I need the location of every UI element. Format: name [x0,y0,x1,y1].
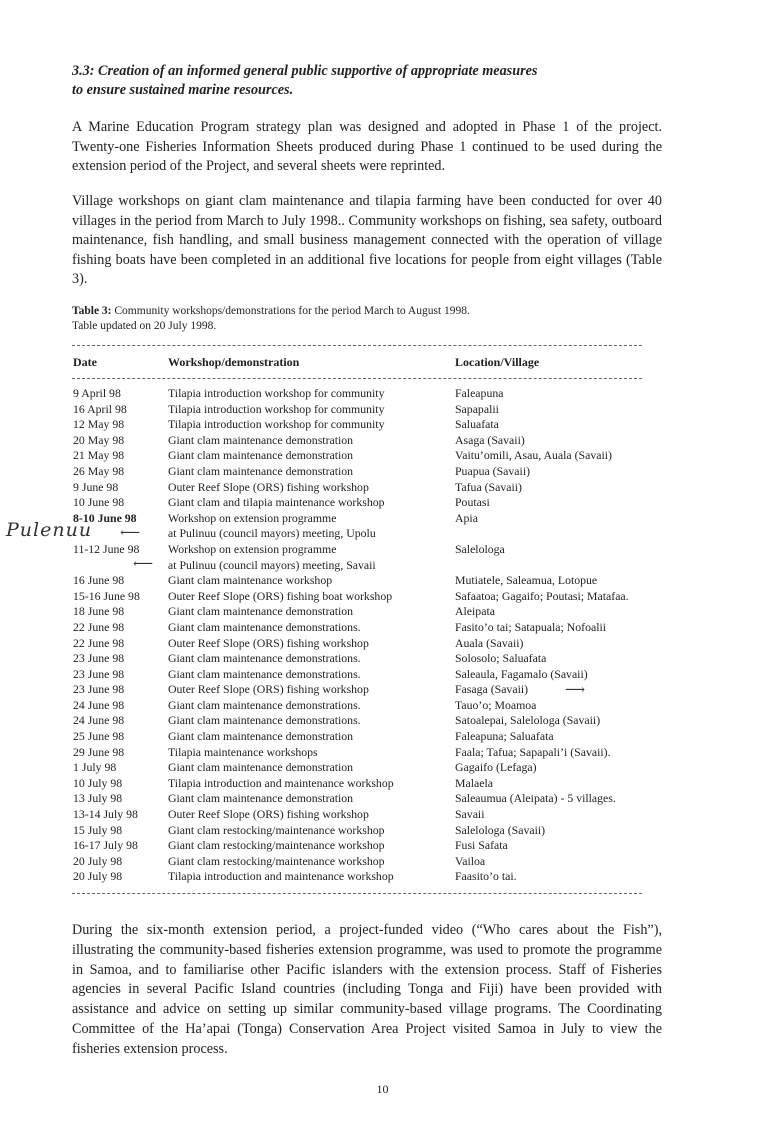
cell-date: 9 June 98 [73,479,119,494]
cell-date: 1 July 98 [73,760,117,775]
cell-date: 26 May 98 [73,463,125,478]
cell-workshop: Tilapia introduction and maintenance workshop [168,775,394,790]
cell-workshop: at Pulinuu (council mayors) meeting, Savaii [168,557,376,572]
cell-date: 10 June 98 [73,495,125,510]
cell-date: 24 June 98 [73,713,125,728]
cell-workshop: Giant clam maintenance demonstration [168,729,354,744]
cell-location: Vailoa [455,853,486,868]
cell-location: Sapapalii [455,401,499,416]
table-row [0,651,765,667]
table-row [0,854,765,870]
table-row [0,745,765,761]
cell-workshop: Giant clam restocking/maintenance workshop [168,838,385,853]
cell-workshop: Giant clam maintenance demonstration [168,463,354,478]
cell-workshop: Giant clam maintenance demonstration [168,604,354,619]
cell-location: Salelologa [455,541,505,556]
table-row [0,869,765,885]
table-row [0,667,765,683]
cell-location: Poutasi [455,495,490,510]
page-number: 10 [376,1082,389,1096]
cell-date: 22 June 98 [73,619,125,634]
cell-location: Safaatoa; Gagaifo; Poutasi; Matafaa. [455,588,629,603]
cell-workshop: Outer Reef Slope (ORS) fishing boat workshop [168,588,393,603]
cell-date: 24 June 98 [73,697,125,712]
section-heading-line2: to ensure sustained marine resources. [72,82,294,98]
cell-location: Puapua (Savaii) [455,463,531,478]
cell-workshop: Giant clam maintenance demonstrations. [168,713,361,728]
table-row [0,448,765,464]
table-header-date: Date [73,355,97,369]
table-row [0,464,765,480]
table-row [0,807,765,823]
cell-location: Auala (Savaii) [455,635,524,650]
cell-location: Apia [455,510,478,525]
cell-workshop: Outer Reef Slope (ORS) fishing workshop [168,635,369,650]
table-row [0,511,765,527]
cell-location: Saleaula, Fagamalo (Savaii) [455,666,588,681]
table-header-location: Location/Village [455,355,540,369]
workshop-table [0,386,765,885]
table-header-workshop: Workshop/demonstration [168,355,300,369]
cell-workshop: Giant clam restocking/maintenance workshop [168,822,385,837]
cell-date: 20 July 98 [73,853,123,868]
cell-workshop: Giant clam maintenance demonstration [168,760,354,775]
cell-location: Satoalepai, Salelologa (Savaii) [455,713,601,728]
table-row [0,526,765,542]
table-caption [72,304,470,334]
section-heading-line1: 3.3: Creation of an informed general public supportive of appropriate measures [72,63,538,79]
paragraph-marine-education: A Marine Education Program strategy plan was designed and adopted in Phase 1 of the project. Twenty-one Fisheries Information Sheets produced during Phase 1 continued to be used during the extension period of the Project, and several sheets were reprinted. [72,119,662,174]
cell-date: 13-14 July 98 [73,807,138,822]
cell-location: Aleipata [455,604,495,619]
cell-location: Salelologa (Savaii) [455,822,546,837]
table-row [0,589,765,605]
cell-date: 16 April 98 [73,401,127,416]
cell-location: Faleapuna; Saluafata [455,729,554,744]
cell-location: Gagaifo (Lefaga) [455,760,537,775]
table-row [0,791,765,807]
table-row [0,558,765,574]
cell-date: 8-10 June 98 [73,510,137,525]
cell-workshop: Tilapia introduction workshop for community [168,401,385,416]
table-row [0,620,765,636]
cell-location: Malaela [455,775,493,790]
handwritten-arrow-icon: ⟶ [565,683,586,698]
table-row [0,480,765,496]
table-row [0,433,765,449]
cell-date: 16-17 July 98 [73,838,138,853]
cell-date: 23 June 98 [73,651,125,666]
cell-date: 16 June 98 [73,573,125,588]
handwritten-arrow-icon: ⟵ [133,557,154,572]
cell-workshop: Giant clam maintenance workshop [168,573,333,588]
cell-date: 9 April 98 [73,386,121,400]
section-heading [72,62,692,100]
table-top-rule [72,345,642,346]
cell-workshop: Tilapia maintenance workshops [168,744,318,759]
table-row [0,604,765,620]
cell-date: 13 July 98 [73,791,123,806]
table-row [0,495,765,511]
cell-workshop: Giant clam restocking/maintenance workshop [168,853,385,868]
cell-location: Asaga (Savaii) [455,432,525,447]
cell-date: 29 June 98 [73,744,125,759]
table-row [0,760,765,776]
table-row [0,636,765,652]
table-row [0,729,765,745]
cell-workshop: Tilapia introduction and maintenance workshop [168,869,394,884]
cell-workshop: Giant clam maintenance demonstrations. [168,697,361,712]
cell-workshop: Giant clam maintenance demonstrations. [168,666,361,681]
cell-date: 22 June 98 [73,635,125,650]
table-row [0,402,765,418]
table-caption-text: Community workshops/demonstrations for the period March to August 1998. [114,305,470,317]
table-header-rule [72,378,642,379]
cell-date: 15-16 June 98 [73,588,140,603]
cell-location: Solosolo; Saluafata [455,651,547,666]
cell-location: Tafua (Savaii) [455,479,522,494]
table-row [0,682,765,698]
paragraph-video-extension: During the six-month extension period, a project-funded video (“Who cares about the Fish”), illustrating the community-based fisheries extension programme, was used to promote the programme in Samoa, and to familiarise other Pacific islanders with the extension process. Staff of Fisheries agencies in several Pacific Island countries (including Tonga and Fiji) have been provided with assistance and advice on setting up similar community-based village programs. The Coordinating Committee of the Ha’apai (Tonga) Conservation Area Project visited Samoa in July to view the fisheries extension process. [72,922,662,1057]
cell-date: 15 July 98 [73,822,123,837]
cell-workshop: Workshop on extension programme [168,510,337,525]
table-row [0,713,765,729]
cell-date: 10 July 98 [73,775,123,790]
cell-date: 20 May 98 [73,432,125,447]
handwritten-arrow-icon: ⟵ [120,526,141,541]
table-caption-updated: Table updated on 20 July 1998. [72,320,217,332]
cell-location: Vaitu’omili, Asau, Auala (Savaii) [455,448,612,463]
cell-location: Faala; Tafua; Sapapali’i (Savaii). [455,744,611,759]
table-row [0,838,765,854]
table-row [0,417,765,433]
cell-workshop: at Pulinuu (council mayors) meeting, Upolu [168,526,376,541]
cell-date: 23 June 98 [73,666,125,681]
table-row [0,386,765,402]
table-row [0,573,765,589]
cell-date: 12 May 98 [73,417,125,432]
cell-workshop: Giant clam maintenance demonstration [168,448,354,463]
table-caption-label: Table 3: [72,305,112,317]
handwritten-annotation: Pulenuu [6,519,93,541]
cell-location: Faasito’o tai. [455,869,517,884]
cell-date: 11-12 June 98 [73,541,140,556]
cell-location: Faleapuna [455,386,504,400]
table-row [0,698,765,714]
cell-workshop: Outer Reef Slope (ORS) fishing workshop [168,807,369,822]
cell-date: 25 June 98 [73,729,125,744]
cell-workshop: Giant clam maintenance demonstration [168,791,354,806]
table-bottom-rule [72,893,642,894]
table-row [0,776,765,792]
cell-location: Fasaga (Savaii) [455,682,529,697]
cell-location: Fasito’o tai; Satapuala; Nofoalii [455,619,607,634]
cell-location: Tauo’o; Moamoa [455,697,537,712]
cell-workshop: Giant clam maintenance demonstration [168,432,354,447]
cell-location: Fusi Safata [455,838,508,853]
cell-location: Savaii [455,807,485,822]
cell-workshop: Outer Reef Slope (ORS) fishing workshop [168,682,369,697]
cell-date: 18 June 98 [73,604,125,619]
paragraph-village-workshops: Village workshops on giant clam maintenance and tilapia farming have been conducted for over 40 villages in the period from March to July 1998.. Community workshops on fishing, sea safety, outboard maintenance, fish handling, and small business management connected with the operation of village fishing boats have been completed in an additional five locations for people from eight villages (Table 3). [72,193,662,287]
cell-date: 21 May 98 [73,448,125,463]
cell-workshop: Outer Reef Slope (ORS) fishing workshop [168,479,369,494]
cell-workshop: Workshop on extension programme [168,541,337,556]
cell-workshop: Tilapia introduction workshop for community [168,417,385,432]
cell-workshop: Giant clam and tilapia maintenance workshop [168,495,385,510]
cell-location: Mutiatele, Saleamua, Lotopue [455,573,598,588]
table-row [0,542,765,558]
cell-workshop: Giant clam maintenance demonstrations. [168,651,361,666]
cell-workshop: Tilapia introduction workshop for community [168,386,385,400]
cell-location: Saleaumua (Aleipata) - 5 villages. [455,791,616,806]
cell-date: 23 June 98 [73,682,125,697]
table-row [0,823,765,839]
cell-location: Saluafata [455,417,499,432]
cell-workshop: Giant clam maintenance demonstrations. [168,619,361,634]
cell-date: 20 July 98 [73,869,123,884]
